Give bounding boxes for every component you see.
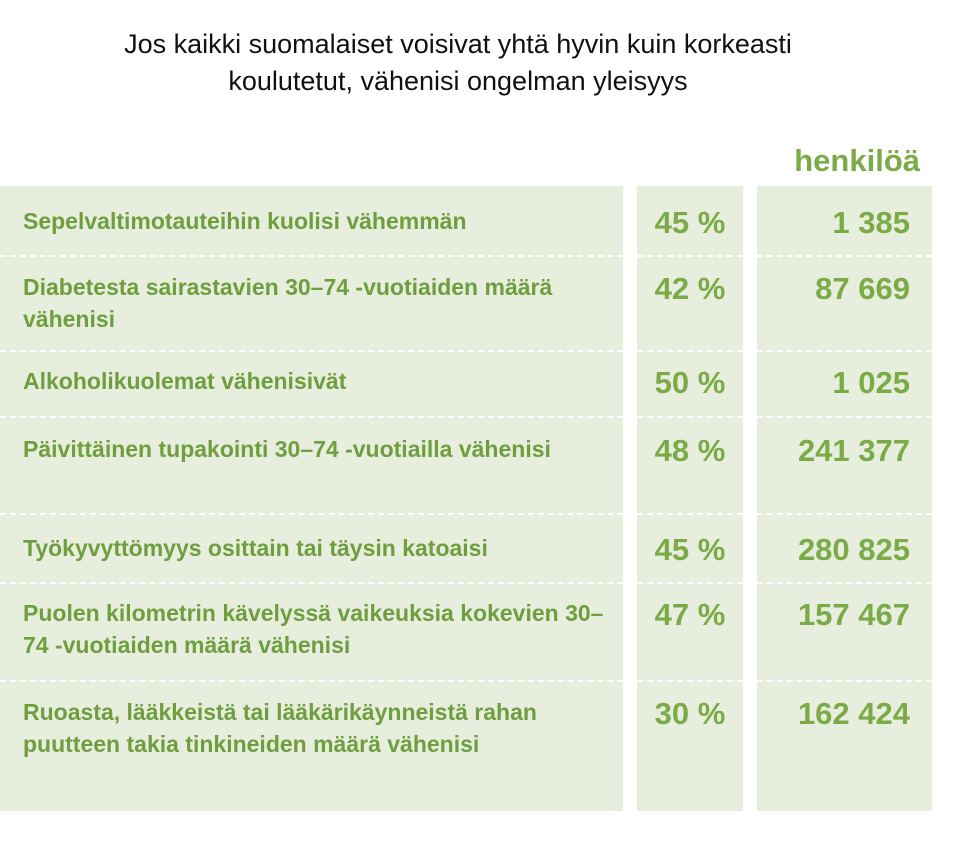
- row-divider: [0, 416, 932, 418]
- row-divider: [0, 582, 932, 584]
- row-percent: 45 %: [654, 532, 726, 567]
- title-line-2: koulutetut, vähenisi ongelman yleisyys: [228, 66, 688, 96]
- row-persons: 1 385: [832, 205, 910, 240]
- row-percent: 50 %: [654, 365, 726, 400]
- row-divider: [0, 680, 932, 682]
- row-description: Työkyvyttömyys osittain tai täysin katoaisi: [23, 535, 488, 561]
- row-persons: 157 467: [797, 597, 910, 632]
- row-description: Diabetesta sairastavien 30–74 -vuotiaiden määrä vähenisi: [23, 274, 553, 332]
- row-divider: [0, 255, 932, 257]
- row-divider: [0, 350, 932, 352]
- row-persons: 241 377: [797, 433, 910, 468]
- page-title: [0, 26, 916, 100]
- row-persons: 162 424: [797, 696, 910, 731]
- row-persons: 87 669: [815, 271, 910, 306]
- row-percent: 45 %: [654, 205, 726, 240]
- row-percent: 48 %: [654, 433, 726, 468]
- row-persons: 1 025: [832, 365, 910, 400]
- row-divider: [0, 513, 932, 515]
- row-description: Puolen kilometrin kävelyssä vaikeuksia kokevien 30–74 -vuotiaiden määrä vähenisi: [23, 600, 604, 658]
- title-line-1: Jos kaikki suomalaiset voisivat yhtä hyvin kuin korkeasti: [124, 29, 792, 59]
- row-description: Päivittäinen tupakointi 30–74 -vuotiailla vähenisi: [23, 436, 551, 462]
- row-percent: 30 %: [654, 696, 726, 731]
- row-description: Sepelvaltimotauteihin kuolisi vähemmän: [23, 208, 467, 234]
- row-persons: 280 825: [797, 532, 910, 567]
- row-percent: 47 %: [654, 597, 726, 632]
- row-percent: 42 %: [654, 271, 726, 306]
- row-description: Alkoholikuolemat vähenisivät: [23, 368, 347, 394]
- row-description: Ruoasta, lääkkeistä tai lääkärikäynneistä rahan puutteen takia tinkineiden määrä vähenisi: [23, 699, 537, 757]
- persons-column-header: henkilöä: [794, 143, 920, 178]
